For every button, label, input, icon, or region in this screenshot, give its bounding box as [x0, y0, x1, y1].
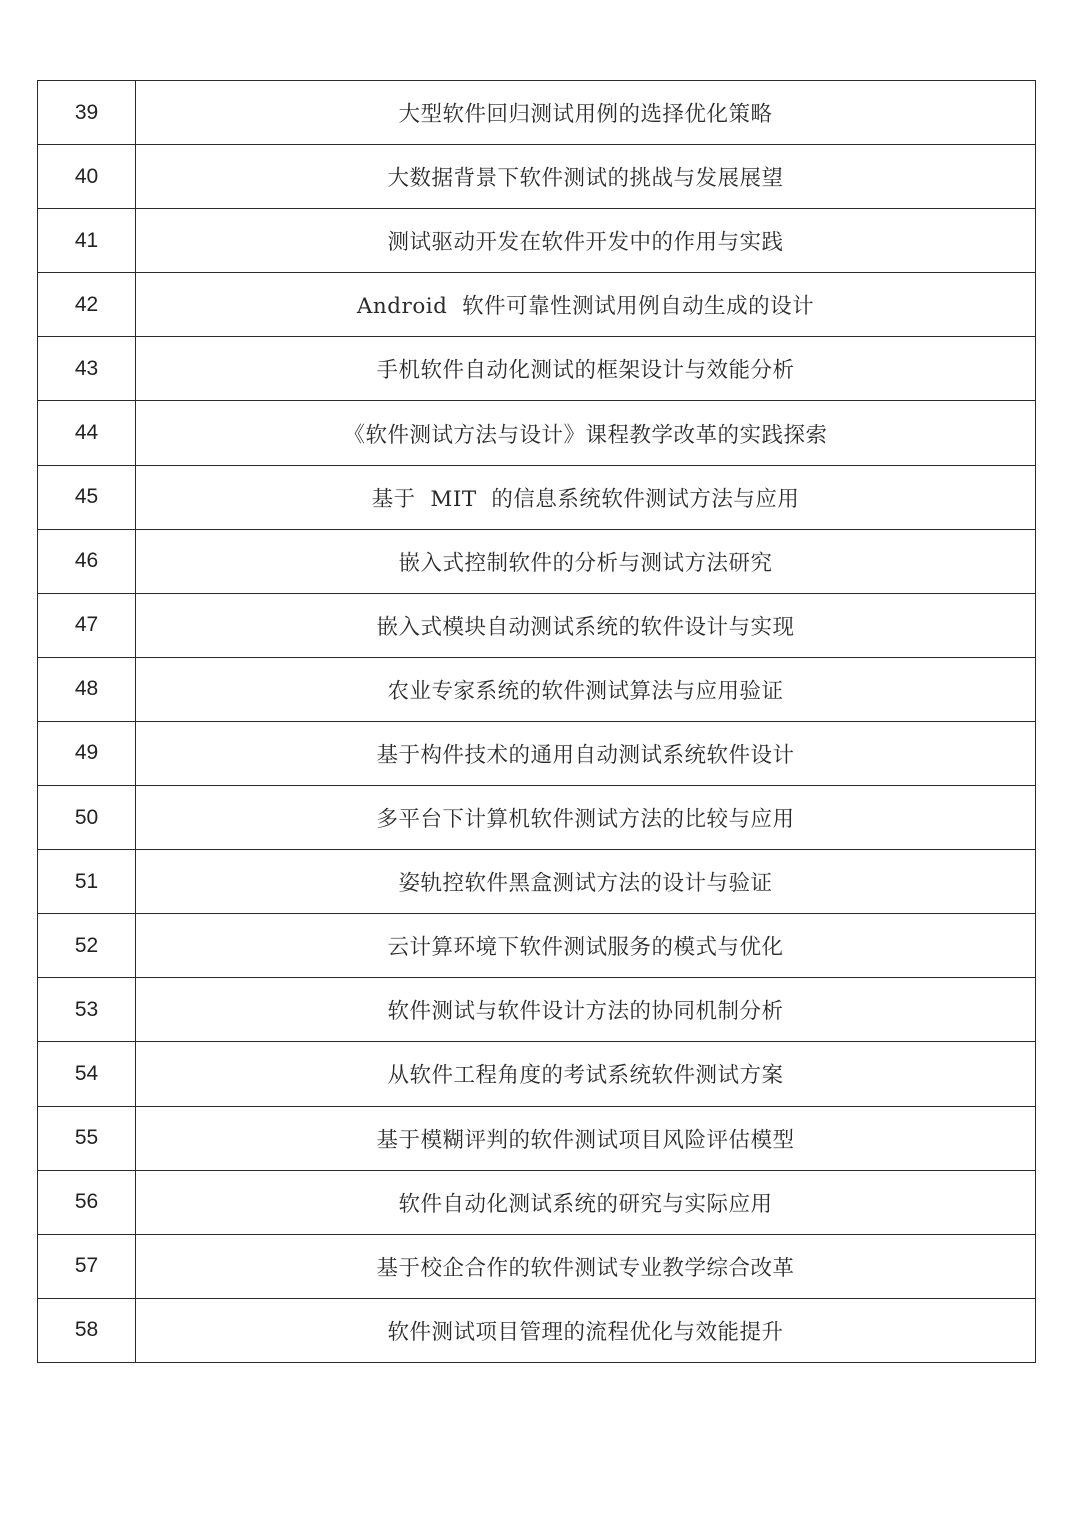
table-row	[38, 657, 1036, 721]
table-row	[38, 914, 1036, 978]
row-title: 手机软件自动化测试的框架设计与效能分析	[136, 337, 1036, 401]
row-title: 从软件工程角度的考试系统软件测试方案	[136, 1042, 1036, 1106]
row-title: 嵌入式模块自动测试系统的软件设计与实现	[136, 593, 1036, 657]
row-number: 57	[38, 1234, 136, 1298]
row-title: 基于模糊评判的软件测试项目风险评估模型	[136, 1106, 1036, 1170]
row-number: 44	[38, 401, 136, 465]
table-row	[38, 1042, 1036, 1106]
table-row	[38, 401, 1036, 465]
table-row	[38, 81, 1036, 145]
row-number: 49	[38, 721, 136, 785]
row-number: 41	[38, 209, 136, 273]
table-row	[38, 593, 1036, 657]
row-number: 46	[38, 529, 136, 593]
topics-table-body	[38, 81, 1036, 1363]
row-title: Android 软件可靠性测试用例自动生成的设计	[136, 273, 1036, 337]
row-number: 56	[38, 1170, 136, 1234]
row-title: 嵌入式控制软件的分析与测试方法研究	[136, 529, 1036, 593]
table-row	[38, 1234, 1036, 1298]
row-title: 多平台下计算机软件测试方法的比较与应用	[136, 786, 1036, 850]
row-number: 40	[38, 145, 136, 209]
row-title: 大型软件回归测试用例的选择优化策略	[136, 81, 1036, 145]
row-number: 45	[38, 465, 136, 529]
table-row	[38, 1298, 1036, 1362]
row-number: 48	[38, 657, 136, 721]
row-title: 农业专家系统的软件测试算法与应用验证	[136, 657, 1036, 721]
row-number: 47	[38, 593, 136, 657]
row-number: 42	[38, 273, 136, 337]
row-title: 软件自动化测试系统的研究与实际应用	[136, 1170, 1036, 1234]
row-title: 姿轨控软件黑盒测试方法的设计与验证	[136, 850, 1036, 914]
row-number: 51	[38, 850, 136, 914]
table-row	[38, 145, 1036, 209]
table-row	[38, 465, 1036, 529]
row-title: 软件测试与软件设计方法的协同机制分析	[136, 978, 1036, 1042]
row-title: 大数据背景下软件测试的挑战与发展展望	[136, 145, 1036, 209]
row-title: 基于 MIT 的信息系统软件测试方法与应用	[136, 465, 1036, 529]
row-number: 39	[38, 81, 136, 145]
row-title: 基于校企合作的软件测试专业教学综合改革	[136, 1234, 1036, 1298]
table-row	[38, 337, 1036, 401]
row-number: 52	[38, 914, 136, 978]
topics-table	[37, 80, 1036, 1363]
row-title: 测试驱动开发在软件开发中的作用与实践	[136, 209, 1036, 273]
table-row	[38, 850, 1036, 914]
table-row	[38, 529, 1036, 593]
row-number: 58	[38, 1298, 136, 1362]
row-title: 软件测试项目管理的流程优化与效能提升	[136, 1298, 1036, 1362]
table-row	[38, 1170, 1036, 1234]
row-number: 50	[38, 786, 136, 850]
row-number: 55	[38, 1106, 136, 1170]
table-row	[38, 978, 1036, 1042]
row-title: 基于构件技术的通用自动测试系统软件设计	[136, 721, 1036, 785]
table-row	[38, 786, 1036, 850]
table-row	[38, 209, 1036, 273]
row-number: 43	[38, 337, 136, 401]
table-row	[38, 721, 1036, 785]
row-number: 53	[38, 978, 136, 1042]
row-number: 54	[38, 1042, 136, 1106]
row-title: 云计算环境下软件测试服务的模式与优化	[136, 914, 1036, 978]
table-row	[38, 1106, 1036, 1170]
row-title: 《软件测试方法与设计》课程教学改革的实践探索	[136, 401, 1036, 465]
table-row	[38, 273, 1036, 337]
